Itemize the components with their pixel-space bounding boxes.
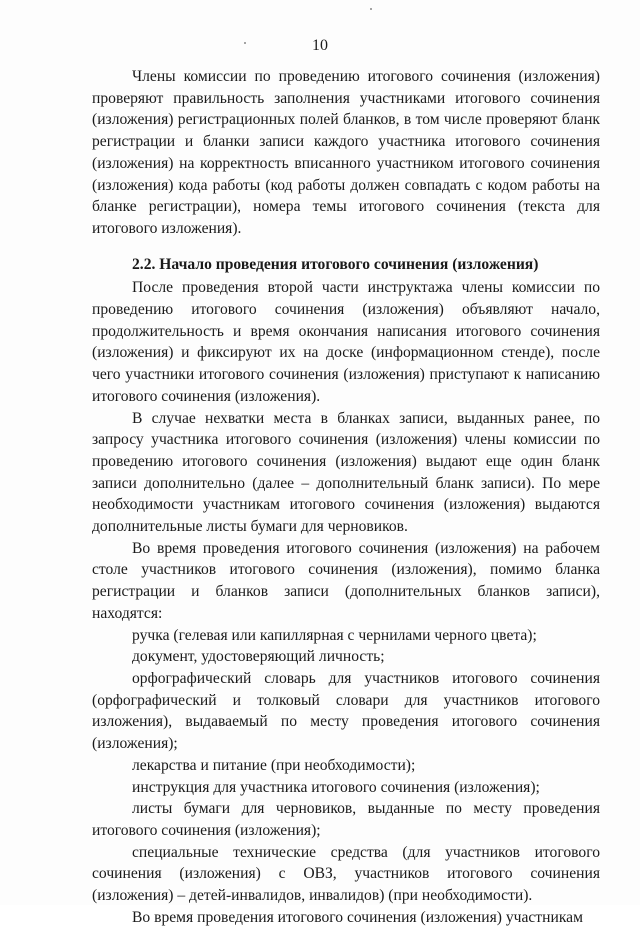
list-item: инструкция для участника итогового сочинения (изложения); (132, 778, 540, 796)
page-number: 10 (312, 37, 328, 54)
list-item: документ, удостоверяющий личность; (132, 648, 385, 666)
document-body (92, 66, 600, 928)
paragraph: После проведения второй части инструктажа члены комиссии по проведению итогового сочинения (изложения) объявляют начало, продолжительность и время окончания написания итогового сочинения (изложения) и фиксируют их на доске (информационном стенде), после чего участники итогового сочинения (изложения) приступают к написанию итогового сочинения (изложения). (92, 279, 600, 405)
paragraph: В случае нехватки места в бланках записи, выданных ранее, по запросу участника итогового сочинения (изложения) члены комиссии по проведению итогового сочинения (изложения) выдают еще один бланк записи дополнительно (далее – дополнительный бланк записи). По мере необходимости участникам итогового сочинения (изложения) выдаются дополнительные листы бумаги для черновиков. (92, 409, 600, 536)
paragraph: Во время проведения итогового сочинения (изложения) на рабочем столе участников итогового сочинения (изложения), помимо бланка регистрации и бланков записи (дополнительных бланков записи), находятся: (92, 539, 600, 622)
section-heading: 2.2. Начало проведения итогового сочинения (изложения) (132, 255, 539, 273)
list-item: орфографический словарь для участников итогового сочинения (орфографический и толковый словари для участников итогового изложения), выдаваемый по месту проведения итогового сочинения (изложения); (92, 669, 600, 753)
list-item: ручка (гелевая или капиллярная с чернилами черного цвета); (132, 626, 537, 644)
paragraph: Члены комиссии по проведению итогового сочинения (изложения) проверяют правильность заполнения участниками итогового сочинения (изложения) регистрационных полей бланков, в том числе проверяют бланк регистрации и бланки записи каждого участника итогового сочинения (изложения) на корректность вписанного участником итогового сочинения (изложения) кода работы (код работы должен совпадать с кодом работы на бланке регистрации), номера темы итогового сочинения (текста для итогового изложения). (92, 68, 600, 237)
list-item: лекарства и питание (при необходимости); (132, 756, 416, 774)
list-item: специальные технические средства (для участников итогового сочинения (изложения) с ОВЗ, участников итогового сочинения (изложения) – детей-инвалидов, инвалидов) (при необходимости). (92, 843, 600, 905)
list-item: листы бумаги для черновиков, выданные по месту проведения итогового сочинения (изложения); (92, 800, 600, 839)
paragraph: Во время проведения итогового сочинения (изложения) участникам (132, 908, 583, 926)
scan-speck (370, 8, 372, 10)
